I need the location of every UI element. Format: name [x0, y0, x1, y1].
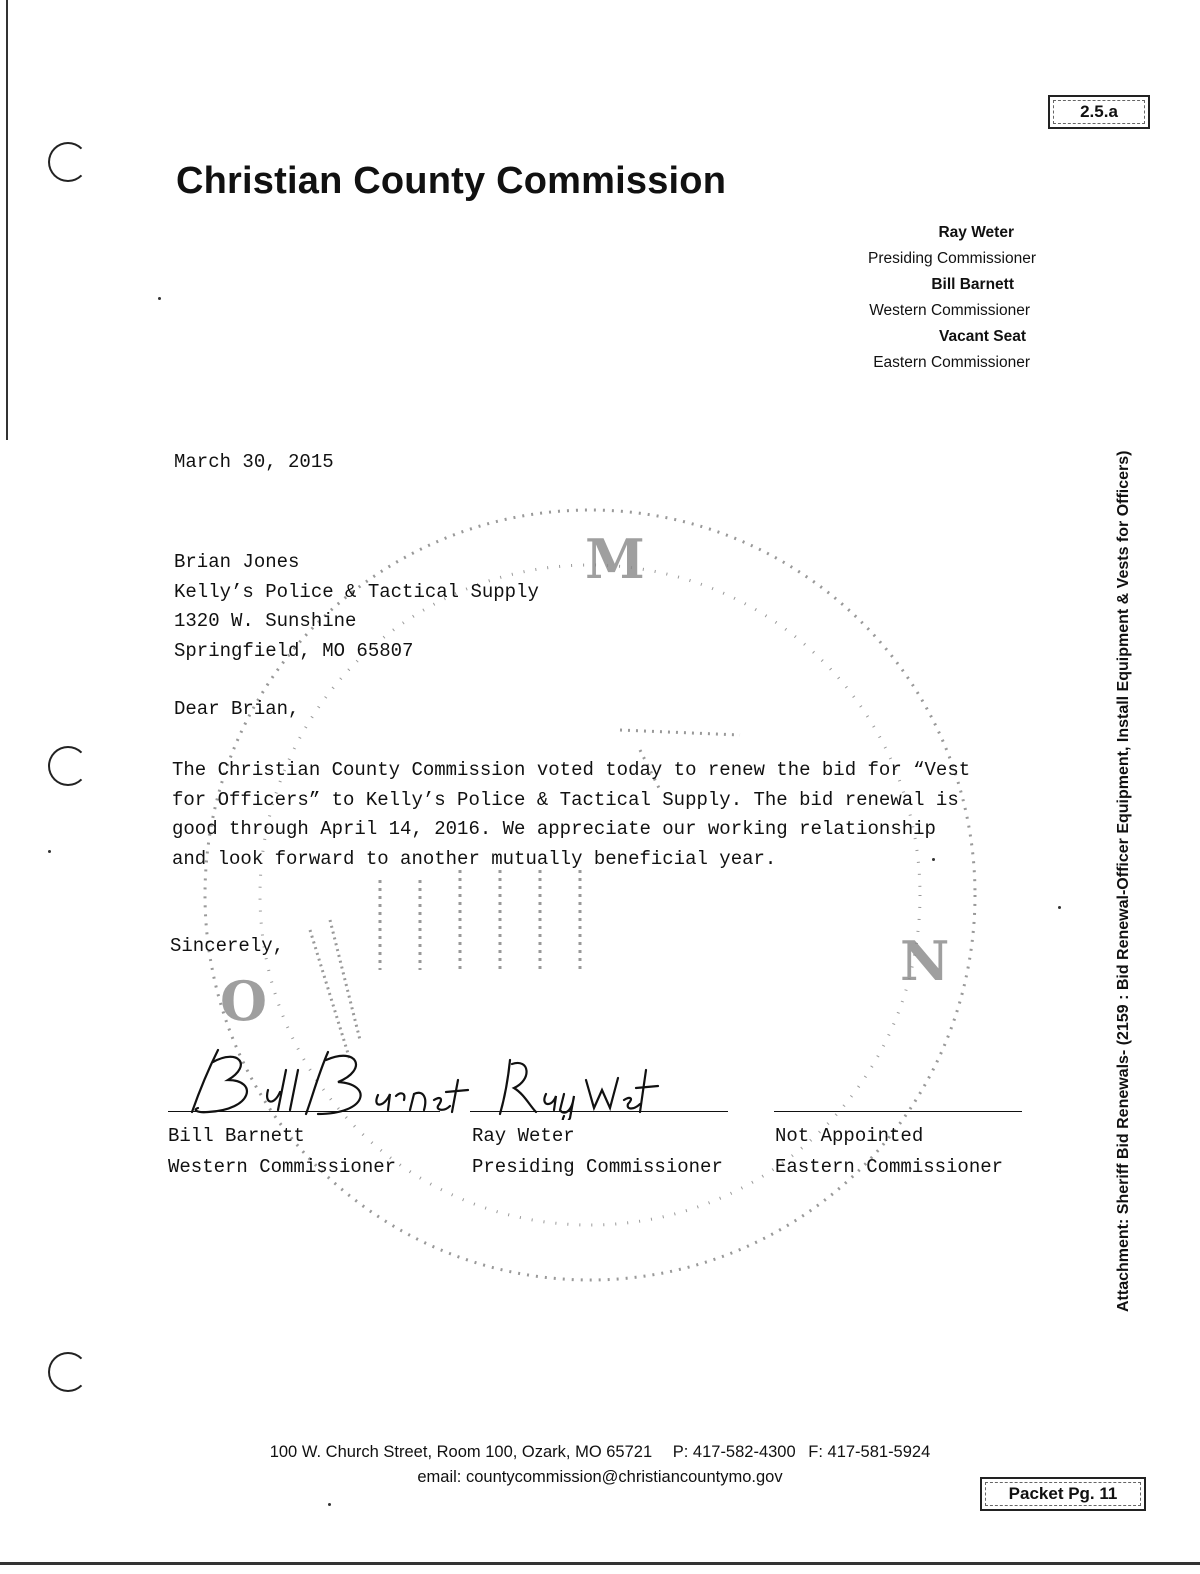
- attachment-sidebar-label: Attachment: Sheriff Bid Renewals- (2159 : Bid Renewal-Officer Equipment, Install Equipment & Vests for Officers): [1115, 450, 1132, 1312]
- binder-hole-icon: [48, 1352, 88, 1392]
- commissioner-name: Bill Barnett: [931, 276, 1014, 293]
- signature-bill-barnett: [178, 1040, 478, 1120]
- recipient-city: Springfield, MO 65807: [174, 639, 414, 662]
- seal-letter: O: [220, 969, 268, 1033]
- scan-speck: [48, 850, 51, 853]
- signatory-title: Western Commissioner: [168, 1156, 397, 1178]
- scan-speck: [932, 858, 935, 861]
- packet-page-stamp: Packet Pg. 11: [980, 1477, 1146, 1511]
- commissioner-title: Presiding Commissioner: [868, 250, 1036, 267]
- signatory-block: [775, 1121, 1003, 1183]
- signatory-name: Not Appointed: [775, 1125, 924, 1147]
- recipient-name: Brian Jones: [174, 551, 300, 573]
- scan-speck: [158, 297, 161, 300]
- signatory-name: Ray Weter: [472, 1125, 575, 1147]
- commissioner-name: Ray Weter: [938, 224, 1014, 241]
- salutation: Dear Brian,: [174, 698, 300, 720]
- commissioner-title: Western Commissioner: [869, 302, 1030, 319]
- recipient-street: 1320 W. Sunshine: [174, 610, 357, 632]
- page-edge-bottom: [0, 1562, 1200, 1565]
- letterhead-title: Christian County Commission: [176, 160, 727, 202]
- recipient-company: Kelly’s Police & Tactical Supply: [174, 580, 539, 603]
- agenda-item-stamp: 2.5.a: [1048, 95, 1150, 129]
- footer-contact: [0, 1443, 1200, 1462]
- commissioner-name: Vacant Seat: [938, 328, 1026, 345]
- signatory-block: [472, 1121, 723, 1183]
- seal-letter: N: [900, 929, 950, 993]
- commissioner-roster: [800, 220, 1040, 376]
- binder-hole-icon: [48, 142, 88, 182]
- signature-line: [774, 1111, 1022, 1112]
- scan-speck: [328, 1503, 331, 1506]
- commissioner-title: Eastern Commissioner: [873, 354, 1030, 371]
- page-edge: [6, 0, 8, 440]
- letter-date: March 30, 2015: [174, 451, 334, 473]
- signature-line: [168, 1111, 440, 1112]
- closing: Sincerely,: [170, 935, 285, 957]
- signatory-block: [168, 1121, 396, 1183]
- signatory-name: Bill Barnett: [168, 1125, 305, 1147]
- footer-fax: F: 417-581-5924: [808, 1443, 931, 1461]
- signature-ray-weter: [490, 1050, 670, 1120]
- letter-body: The Christian County Commission voted today to renew the bid for “Vest for Officers” to Kelly’s Police & Tactical Supply. The bid renewal is good through April 14, 2016. We appreciate our working relationship and look forward to another mutually beneficial year.: [172, 759, 971, 870]
- signatory-title: Presiding Commissioner: [472, 1156, 723, 1178]
- recipient-address: [174, 548, 539, 666]
- seal-letter: M: [585, 527, 645, 591]
- binder-hole-icon: [48, 746, 88, 786]
- signatory-title: Eastern Commissioner: [775, 1156, 1004, 1178]
- scan-speck: [1058, 906, 1061, 909]
- footer-address: 100 W. Church Street, Room 100, Ozark, MO 65721: [269, 1443, 653, 1461]
- footer-email: email: countycommission@christiancountymo.gov: [417, 1468, 783, 1486]
- signature-line: [470, 1111, 728, 1112]
- footer-phone: P: 417-582-4300: [672, 1443, 796, 1461]
